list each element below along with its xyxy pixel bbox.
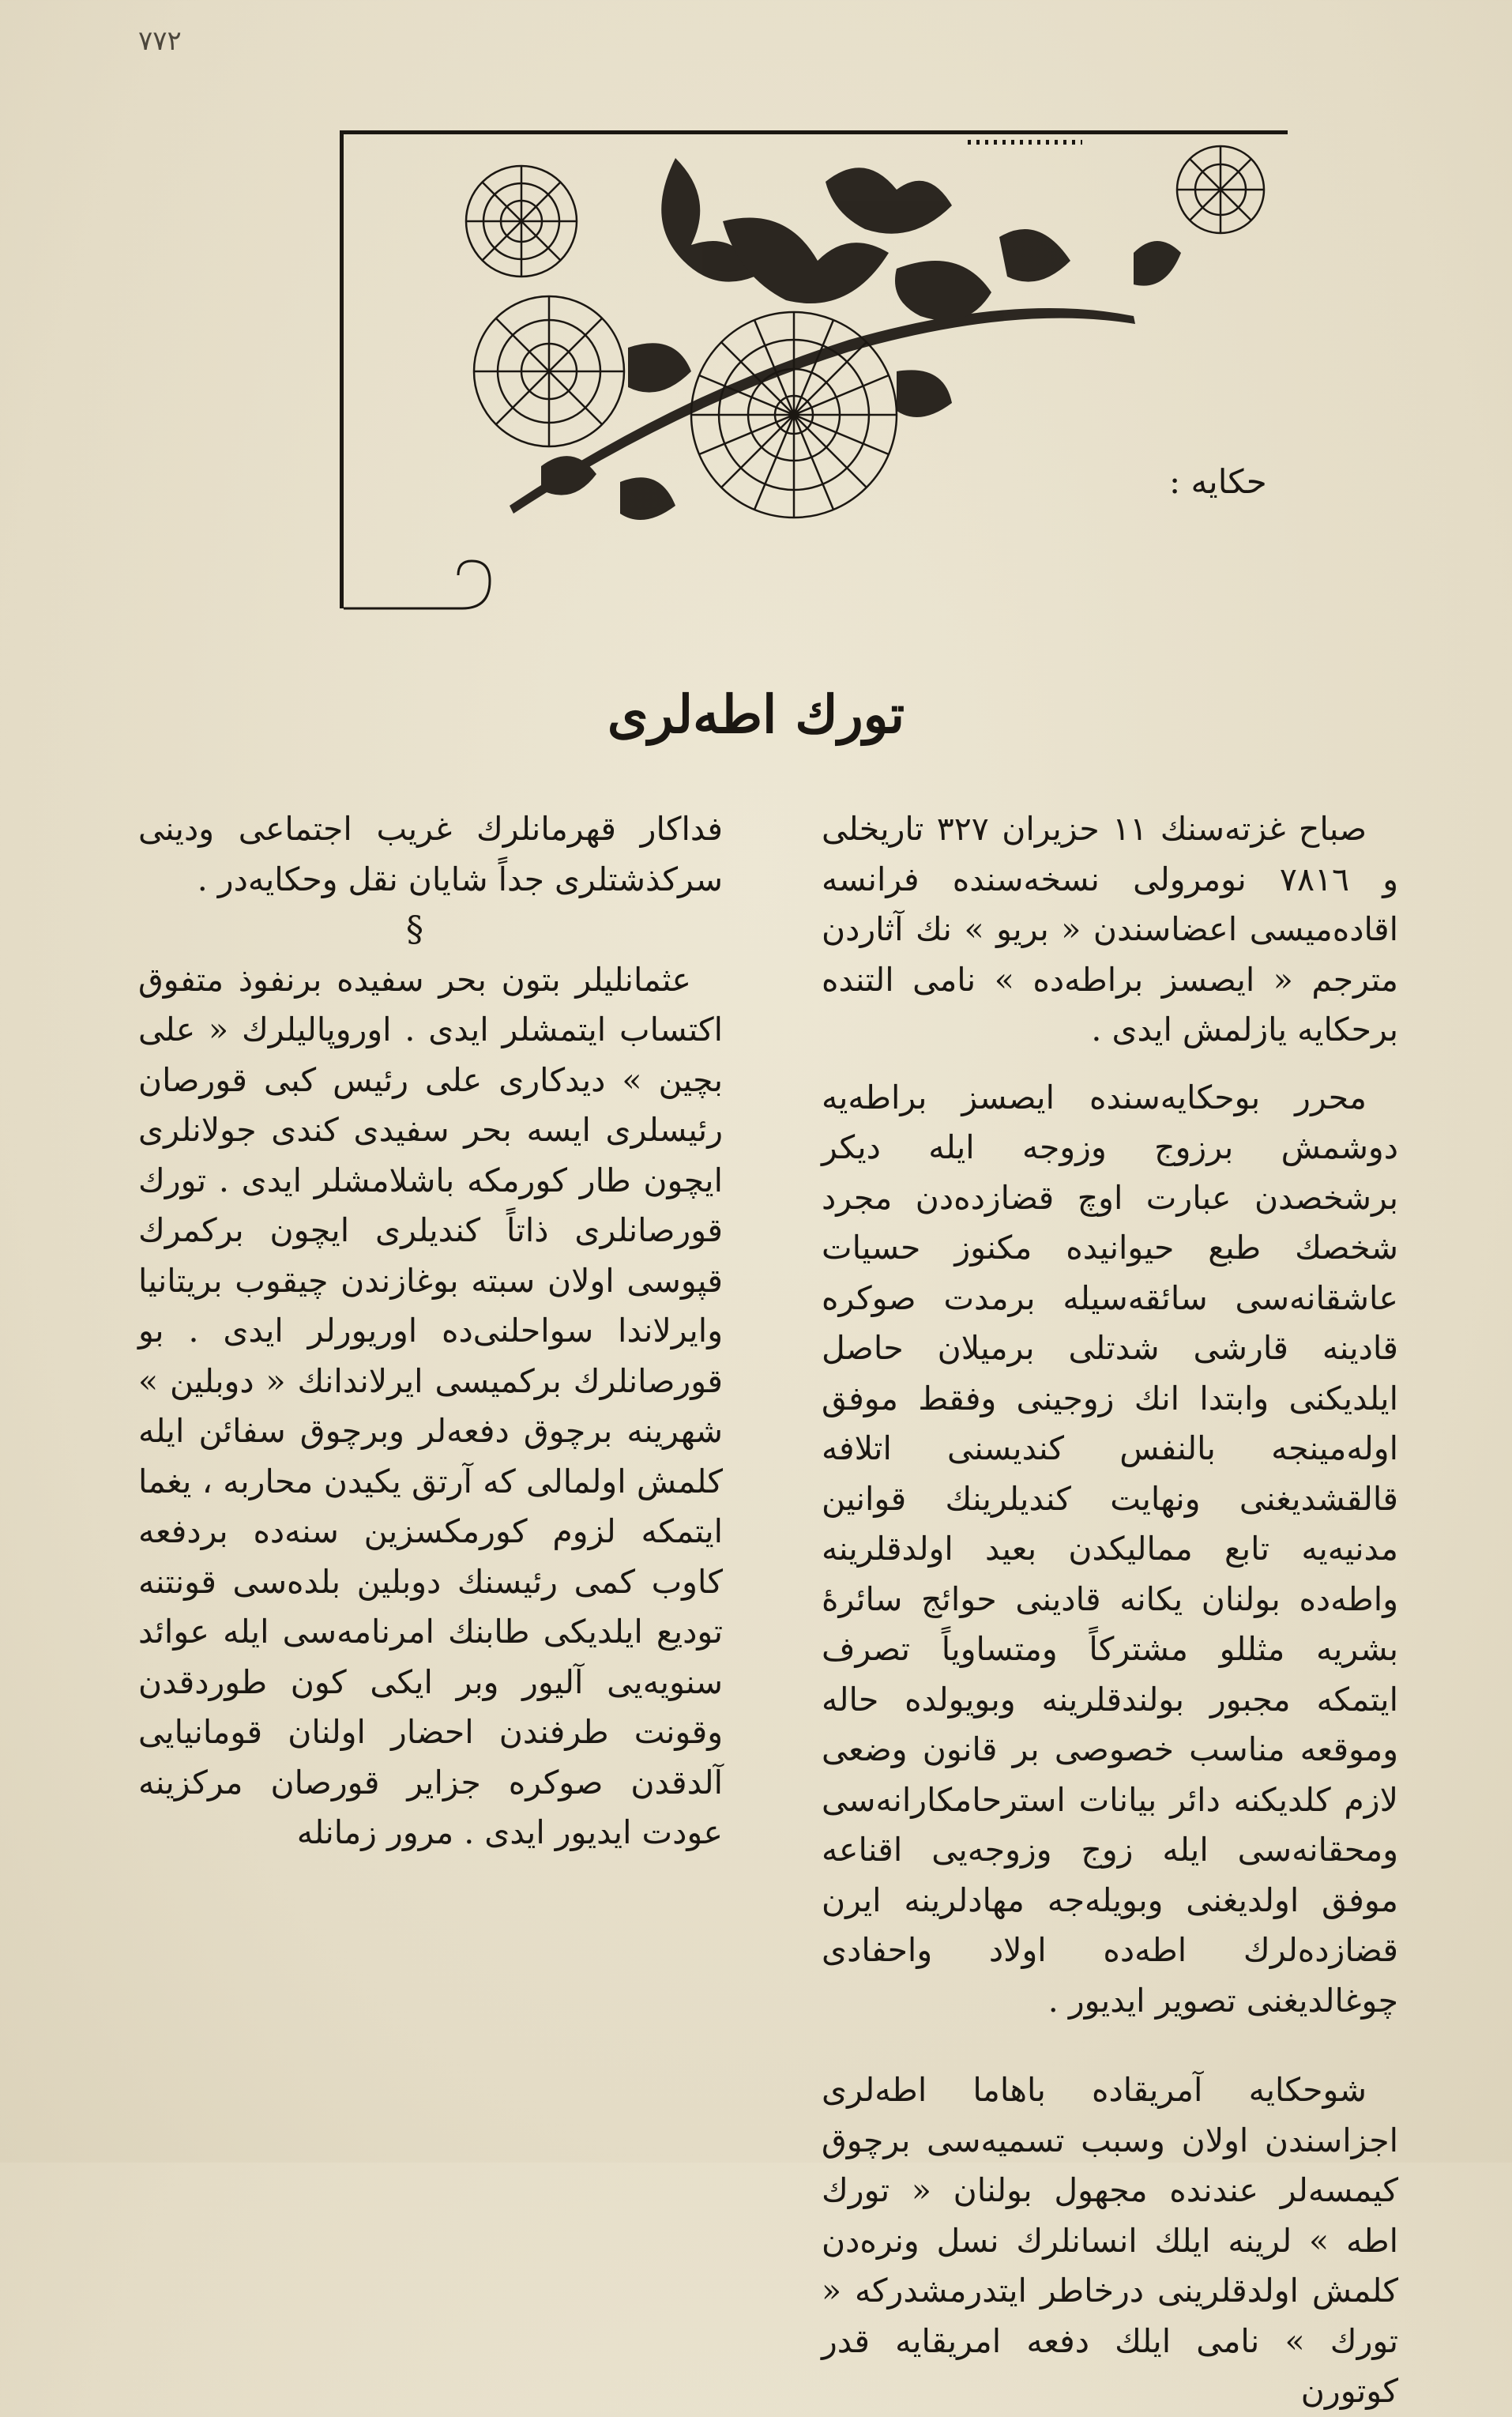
section-mark: § [406,909,423,950]
page-number: ٧٧٢ [138,25,182,57]
section-label: حكايه : [1169,462,1267,501]
paragraph: عثمانليلر بتون بحر سفيده برنفوذ متفوق اكتساب ايتمشلر ايدی . اوروپاليلرك « علی بچين » ديدكاری علی رئيس كبی قورصان رئيسلری ايسه بحر سفيدی كندی جولانلری ايچون طار كورمكه باشلامشلر ايدی . تورك قورصانلری ذاتاً كنديلری ايچون بركمرك قپوسی اولان سبته بوغازندن چيقوب بريتانيا وايرلاندا سواحلنی‌ده اوريورلر ايدی . بو قورصانلرك بركميسی ايرلاندانك « دوبلين » شهرينه برچوق دفعه‌لر وبرچوق سفائن ايله كلمش اولمالی كه آرتق يكيدن محاربه ، يغما ايتمكه لزوم كورمكسزين سنه‌ده بردفعه كاوب كمی رئيسنك دوبلين بلده‌سی قونتنه توديع ايلديكی طابنك امرنامه‌سی ايله عوائد سنويه‌يی آليور وبر ايكی كون طوردقدن وقونت طرفندن احضار اولنان قومانيايی آلدقدن صوكره جزاير قورصان مركزينه عودت ايديور ايدی . مرور زمانله [138,960,723,1851]
paragraph: محرر بوحكايه‌سنده ايصسز براطه‌يه دوشمش برزوج وزوجه ايله ديكر برشخصدن عبارت اوچ قضازده‌دن مجرد شخصك طبع حيوانيده مكنوز حسيات عاشقانه‌سی سائقه‌سيله برمدت صوكره قادينه قارشی شدتلی برميلان حاصل ايلديكنی وابتدا انك زوجينی وفقط موفق اولەمینجه بالنفس كنديسنی اتلافه قالقشديغنی ونهايت كنديلرينك قوانين مدنيه‌يه تابع مماليكدن بعيد اولدقلرينه واطه‌ده بولنان يكانه قادينی حوائج سائرۀ بشريه مثللو مشتركاً ومتساوياً تصرف ايتمكه مجبور بولندقلرينه وبويولده حاله وموقعه مناسب خصوصی بر قانون وضعی لازم كلديكنه دائر بيانات استرحامكارانه‌سی ومحقانه‌سی ايله زوج وزوجه‌يی اقناعه موفق اولديغنی وبويله‌جه مهادلرينه ايرن قضازده‌لرك اطه‌ده اولاد واحفادی چوغالديغنی تصوير ايديور . [822,1078,1398,2020]
paragraph: شوحكايه آمريقاده باهاما اطه‌لری اجزاسندن اولان وسبب تسميه‌سی برچوق كيمسه‌لر عندنده مجهول بولنان « تورك اطه » لرينه ايلك انسانلرك نسل ونره‌دن كلمش اولدقلرينی درخاطر ايتدرمشدركه « تورك » نامی ايلك دفعه امريقايه قدر كوتورن [822,2071,1398,2410]
chrysanthemum-ornament-icon [344,134,1292,612]
article-title: تورك اطه‌لری [607,683,905,745]
floral-headpiece [340,130,1288,608]
left-column [138,804,723,1858]
paragraph: فداكار قهرمانلرك غريب اجتماعی ودينی سركذشتلری جداً شايان نقل وحكايه‌در . [138,810,723,898]
right-column [822,804,1398,2417]
paragraph: صباح غزته‌سنك ١١ حزيران ٣٢٧ تاريخلی و ٧٨١٦ نومرولی نسخه‌سنده فرانسه اقاده‌میسی اعضاسندن « بريو » نك آثاردن مترجم « ايصسز براطه‌ده » نامی التنده برحكايه يازلمش ايدی . [822,810,1398,1048]
